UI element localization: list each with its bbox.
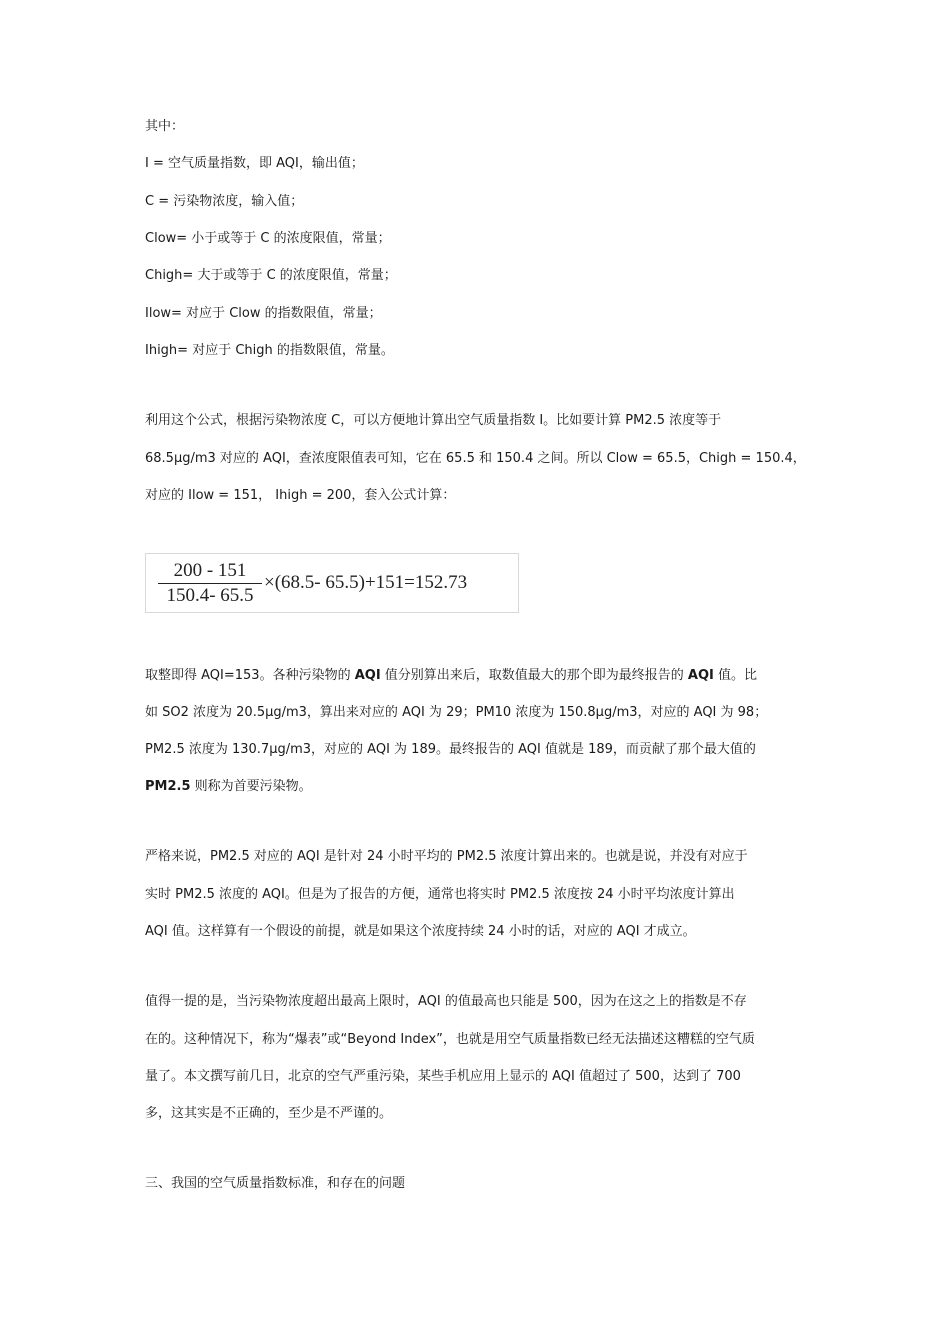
result-line-4: [145, 778, 312, 796]
formula-denominator: 150.4- 65.5: [166, 585, 254, 606]
pm25-bold: PM2.5: [145, 779, 191, 794]
formula-expression: ×(68.5- 65.5)+151=152.73: [264, 572, 468, 593]
definition-ihigh: Ihigh= 对应于 Chigh 的指数限值，常量。: [145, 343, 394, 358]
beyond-line-2: 在的。这种情况下，称为“爆表”或“Beyond Index”，也就是用空气质量指数已经无法描述这糟糕的空气质: [145, 1032, 755, 1047]
beyond-line-1: 值得一提的是，当污染物浓度超出最高上限时，AQI 的值最高也只能是 500，因为在这之上的指数是不存: [145, 994, 747, 1009]
definition-i: I = 空气质量指数，即 AQI，输出值；: [145, 156, 364, 171]
definition-chigh: Chigh= 大于或等于 C 的浓度限值，常量；: [145, 268, 397, 283]
aqi-bold: AQI: [687, 668, 714, 683]
strict-line-2: 实时 PM2.5 浓度的 AQI。但是为了报告的方便，通常也将实时 PM2.5 浓度按 24 小时平均浓度计算出: [145, 887, 735, 902]
formula-numerator: 200 - 151: [173, 560, 247, 581]
beyond-line-4: 多，这其实是不正确的，至少是不严谨的。: [145, 1106, 393, 1121]
strict-line-1: 严格来说，PM2.5 对应的 AQI 是针对 24 小时平均的 PM2.5 浓度计算出来的。也就是说，并没有对应于: [145, 849, 748, 864]
beyond-line-3: 量了。本文撰写前几日，北京的空气严重污染，某些手机应用上显示的 AQI 值超过了 500，达到了 700: [145, 1069, 741, 1084]
aqi-bold: AQI: [354, 668, 381, 683]
example-line-2: 68.5μg/m3 对应的 AQI，查浓度限值表可知，它在 65.5 和 150.4 之间。所以 Clow = 65.5，Chigh = 150.4，: [145, 451, 806, 466]
example-line-3: 对应的 Ilow = 151， Ihigh = 200，套入公式计算：: [145, 488, 456, 503]
example-line-1: 利用这个公式，根据污染物浓度 C，可以方便地计算出空气质量指数 I。比如要计算 PM2.5 浓度等于: [145, 413, 722, 428]
section-heading: 三、我国的空气质量指数标准，和存在的问题: [145, 1176, 406, 1191]
result-text: 取整即得 AQI=153。各种污染物的: [145, 668, 355, 683]
result-text: 值。比: [713, 668, 758, 683]
definition-ilow: Ilow= 对应于 Clow 的指数限值，常量；: [145, 306, 382, 321]
formula-image: [145, 553, 519, 613]
formula-fraction: [158, 560, 262, 607]
definition-clow: Clow= 小于或等于 C 的浓度限值，常量；: [145, 231, 391, 246]
definition-c: C = 污染物浓度，输入值；: [145, 194, 304, 209]
fraction-bar: [158, 583, 262, 584]
definitions-intro: 其中：: [145, 119, 185, 134]
result-line-2: 如 SO2 浓度为 20.5μg/m3，算出来对应的 AQI 为 29；PM10 浓度为 150.8μg/m3，对应的 AQI 为 98；: [145, 705, 768, 720]
strict-line-3: AQI 值。这样算有一个假设的前提，就是如果这个浓度持续 24 小时的话，对应的 AQI 才成立。: [145, 924, 696, 939]
result-line-3: PM2.5 浓度为 130.7μg/m3，对应的 AQI 为 189。最终报告的 AQI 值就是 189，而贡献了那个最大值的: [145, 742, 756, 757]
result-text: 值分别算出来后，取数值最大的那个即为最终报告的: [380, 668, 688, 683]
result-line-1: [145, 667, 757, 685]
result-text: 则称为首要污染物。: [190, 779, 312, 794]
